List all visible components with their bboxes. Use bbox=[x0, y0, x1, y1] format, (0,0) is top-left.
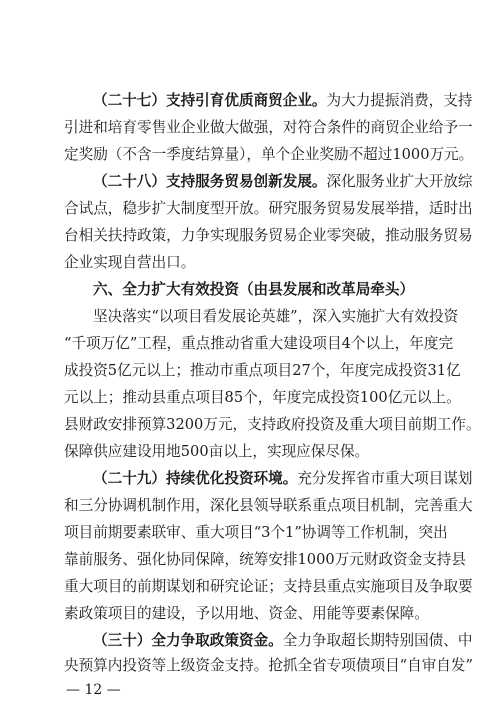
paragraph-30-line-2: 央预算内投资等上级资金支持。抢抓全省专项债项目“自审自发” bbox=[64, 657, 473, 674]
paragraph-28-line-1 bbox=[64, 172, 473, 192]
paragraph-28-text: 深化服务业扩大开放综 bbox=[326, 173, 473, 190]
paragraph-29-line-6: 素政策项目的建设，予以用地、资金、用能等要素保障。 bbox=[64, 605, 429, 622]
paragraph-28-line-3: 台相关扶持政策，力争实现服务贸易企业零突破，推动服务贸易 bbox=[64, 227, 473, 244]
paragraph-30-text: 全力争取超长期特别国债、中 bbox=[282, 632, 473, 649]
intro-line-3: 成投资5亿元以上；推动市重点项目27个，年度完成投资31亿 bbox=[64, 362, 461, 379]
paragraph-29-line-1 bbox=[64, 469, 473, 489]
paragraph-28-line-2: 合试点，稳步扩大制度型开放。研究服务贸易发展举措，适时出 bbox=[64, 200, 473, 217]
intro-line-2: “千项万亿”工程，重点推动省重大建设项目4个以上，年度完 bbox=[64, 335, 454, 352]
page-number: — 12 — bbox=[66, 682, 121, 698]
paragraph-29-line-3: 项目前期要素联审、重大项目“3个1”协调等工作机制，突出 bbox=[64, 524, 448, 541]
section-6-heading: 六、全力扩大有效投资（由县发展和改革局牵头） bbox=[93, 281, 415, 298]
paragraph-30-line-1 bbox=[64, 631, 473, 651]
paragraph-30-lead: （三十）全力争取政策资金。 bbox=[93, 632, 283, 649]
paragraph-27-line-1 bbox=[64, 91, 473, 111]
paragraph-27-text: 为大力提振消费，支持 bbox=[326, 92, 473, 109]
paragraph-27-line-2: 引进和培育零售业企业做大做强，对符合条件的商贸企业给予一 bbox=[64, 119, 473, 136]
paragraph-27-lead: （二十七）支持引育优质商贸企业。 bbox=[93, 92, 327, 109]
paragraph-28-lead: （二十八）支持服务贸易创新发展。 bbox=[93, 173, 327, 190]
paragraph-29-text: 充分发挥省市重大项目谋划 bbox=[297, 470, 473, 487]
paragraph-29-lead: （二十九）持续优化投资环境。 bbox=[93, 470, 298, 487]
intro-line-4: 元以上；推动县重点项目85个，年度完成投资100亿元以上。 bbox=[64, 389, 461, 406]
paragraph-27-line-3: 定奖励（不含一季度结算量），单个企业奖励不超过1000万元。 bbox=[64, 146, 474, 163]
intro-line-6: 保障供应建设用地500亩以上，实现应保尽保。 bbox=[64, 443, 370, 460]
paragraph-29-line-5: 重大项目的前期谋划和研究论证；支持县重点实施项目及争取要 bbox=[64, 578, 473, 595]
paragraph-29-line-4: 靠前服务、强化协同保障，统筹安排1000万元财政资金支持县 bbox=[64, 551, 466, 568]
intro-line-1: 坚决落实“以项目看发展论英雄”，深入实施扩大有效投资 bbox=[93, 308, 459, 325]
paragraph-28-line-4: 企业实现自营出口。 bbox=[64, 254, 196, 271]
intro-line-5: 县财政安排预算3200万元，支持政府投资及重大项目前期工作。 bbox=[64, 416, 481, 433]
paragraph-29-line-2: 和三分协调机制作用，深化县领导联系重点项目机制，完善重大 bbox=[64, 497, 473, 514]
